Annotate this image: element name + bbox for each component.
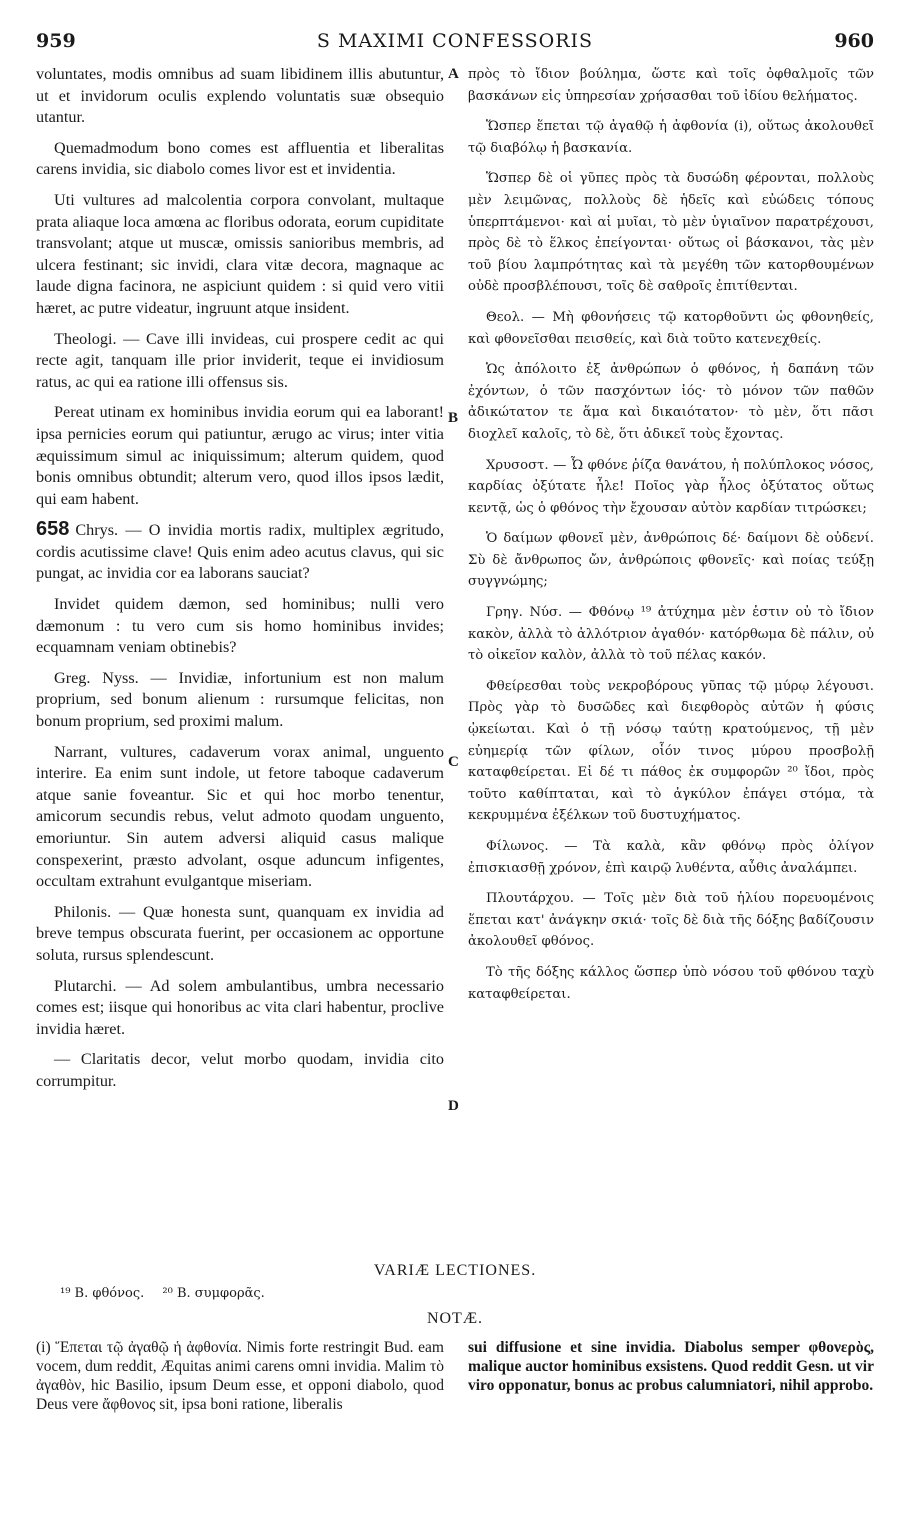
greek-paragraph: πρὸς τὸ ἴδιον βούλημα, ὥστε καὶ τοῖς ὀφθαλμοῖς τῶν βασκάνων εἰς ὑπηρεσίαν χρήσασθαι τοῦ ἰδίου θελήματος. xyxy=(468,67,874,104)
latin-paragraph: Philonis. — Quæ honesta sunt, quanquam ex invidia ad breve tempus obscurata fuerint, per occasionem ac opportune soluta, rursus splendescunt. xyxy=(36,902,444,964)
greek-paragraph: Γρηγ. Νύσ. — Φθόνῳ ¹⁹ ἀτύχημα μὲν ἐστιν οὐ τὸ ἴδιον κακὸν, ἀλλὰ τὸ ἀλλότριον ἀγαθόν· κατόρθωμα δὲ πάλιν, οὐ τὸ οἰκεῖον καλὸν, ἀλλὰ τὸ τοῦ πέλας κακόν. xyxy=(468,605,874,664)
margin-letter-c: C xyxy=(448,754,459,770)
greek-paragraph: Ὥσπερ ἕπεται τῷ ἀγαθῷ ἡ ἀφθονία (i), οὕτως ἀκολουθεῖ τῷ διαβόλῳ ἡ βασκανία. xyxy=(468,119,874,156)
varia-lectio-item: ¹⁹ B. φθόνος. xyxy=(60,1286,145,1301)
right-page-number: 960 xyxy=(834,30,874,52)
latin-paragraph: voluntates, modis omnibus ad suam libidinem illis abutuntur, ut et invidorum oculis explendo voluntatis suæ obsequio utantur. xyxy=(36,65,444,127)
greek-paragraph: Τὸ τῆς δόξης κάλλος ὥσπερ ὑπὸ νόσου τοῦ φθόνου ταχὺ καταφθείρεται. xyxy=(468,964,874,1002)
latin-paragraph-text: Chrys. — O invidia mortis radix, multiplex ægritudo, cordis acutissime clave! Quis enim adeo acutus clavus, qui sic pungat, ac invidia cor ea laborans sauciat? xyxy=(36,521,444,583)
notae-title: NOTÆ. xyxy=(426,1310,484,1327)
latin-paragraph: Plutarchi. — Ad solem ambulantibus, umbra necessario comes est; iisque qui honoribus ac vita clari habentur, proclive invidia hæret. xyxy=(36,976,444,1038)
latin-column xyxy=(36,64,444,1102)
varia-lectio-item: ²⁰ B. συμφορᾶς. xyxy=(162,1286,265,1301)
notae-right-column: sui diffusione et sine invidia. Diabolus semper φθονερὸς, malique auctor hominibus exsistens. Quod reddit Gesn. ut vir viro opponatur, bonus ac probus calumniatori, nihil approbo. xyxy=(468,1339,874,1394)
notae-left-column: (i) Ἕπεται τῷ ἀγαθῷ ἡ ἀφθονία. Nimis forte restringit Bud. eam vocem, dum reddit, Æquitas animi carens omni invidia. Malim τὸ ἀγαθὸν, hic Basilio, ipsum Deum esse, et opponi diabolo, quod Deus vere ἄφθονος sit, ipsa boni ratione, liberalis xyxy=(36,1339,444,1413)
greek-paragraph: Χρυσοστ. — Ὦ φθόνε ῥίζα θανάτου, ἡ πολύπλοκος νόσος, καρδίας ὀξύτατε ἧλε! Ποῖος γὰρ ἧλος ὀξύτατος οὕτως κεντᾷ, ὡς ὁ φθόνος τὴν ἔχουσαν αὐτὸν καρδίαν τιτρώσκει; xyxy=(468,457,874,516)
greek-paragraph: Ὥσπερ δὲ οἱ γῦπες πρὸς τὰ δυσώδη φέρονται, πολλοὺς μὲν λειμῶνας, πολλοὺς δὲ ἡδεῖς καὶ εὐώδεις τόπους ὑπερπτάμενοι· καὶ αἱ μυῖαι, τὸ μὲν ὑγιαῖνον παρατρέχουσι, πρὸς δὲ τὸ ἕλκος ἐπείγονται· οὕτως οἱ βάσκανοι, τὰς μὲν τοῦ βίου λαμπρότητας καὶ τὰ μεγέθη τῶν κατορθουμένων οὐδὲ προσβλέπουσι, τοῖς δὲ σαθροῖς ἐπιτίθενται. xyxy=(468,171,874,295)
greek-paragraph: Φθείρεσθαι τοὺς νεκροβόρους γῦπας τῷ μύρῳ λέγουσι. Πρὸς γὰρ τὸ δυσῶδες καὶ διεφθορὸς αὐτῶν ἡ φύσις ᾠκείωται. Καὶ ὁ τῇ νόσῳ ταύτῃ κρατούμενος, τῇ μὲν εὐημερίᾳ τῶν φίλων, οἷόν τινος μύρου προσβολῇ καταφθείρεται. Εἰ δέ τι πάθος ἐκ συμφορῶν ²⁰ ἴδοι, πρὸς τοῦτο καθίπταται, καὶ τὸ ἀγκύλον ἐπάγει στόμα, τὰ κεκρυμμένα ἐξέλκων τοῦ δυστυχήματος. xyxy=(468,678,874,824)
latin-paragraph: Uti vultures ad malcolentia corpora convolant, multaque prata aliaque loca amœna ac floribus odorata, eorum cupiditate transvolant; atque ut muscæ, omissis sanioribus membris, ad ulcera festinant; sic invidi, clara vitæ decora, magnaque ac laude digna facinora, ne aspiciunt quidem : si quid vero vitii hæret, ac putre videatur, ingruunt atque insident. xyxy=(36,190,444,317)
latin-paragraph-658 xyxy=(36,519,444,585)
latin-paragraph: Quemadmodum bono comes est affluentia et liberalitas carens invidia, sic diabolo comes livor est et invidentia. xyxy=(36,138,444,179)
greek-paragraph: Ὁ δαίμων φθονεῖ μὲν, ἀνθρώποις δέ· δαίμονι δὲ οὐδενί. Σὺ δὲ ἄνθρωπος ὤν, ἀνθρώποις φθονεῖς· καὶ ποίας τεύξῃ συγγνώμης; xyxy=(468,531,874,590)
text-columns xyxy=(36,64,874,1254)
latin-paragraph: Theologi. — Cave illi invideas, cui prospere cedit ac qui recte agit, tanquam ille prior inviderit, teque ei invidiosum ratus, ac qui ea ratione illi offensus sis. xyxy=(36,329,444,391)
latin-paragraph: Narrant, vultures, cadaverum vorax animal, unguento interire. Ea enim sunt indole, ut fetore taboque cadaverum atque sanie foveantur. Sic et qui hoc morbo tenentur, amicorum secundis rebus, velut admoto quodam unguento, emoriuntur. Sin autem adversi aliquid casus malique conspexerint, præsto advolant, osque aduncum infigentes, occultam extrahunt evulgantque miseriam. xyxy=(36,742,444,891)
page-header xyxy=(36,30,874,60)
margin-letter-d: D xyxy=(448,1098,459,1114)
left-page-number: 959 xyxy=(36,30,76,52)
greek-column xyxy=(468,64,874,1014)
latin-paragraph: Invidet quidem dæmon, sed hominibus; nulli vero dæmonum : tu vero cum sis homo hominibus invides; ecquamnam veniam obtinebis? xyxy=(36,595,444,657)
latin-paragraph: Pereat utinam ex hominibus invidia eorum qui ea laborant! ipsa pernicies eorum qui patiuntur, ærugo ac virus; inter vitia æquissimum simul ac iniquissimum; alterum quidem, quod bonis omnibus obtundit; alterum vero, quod illos ipsos lædit, qui eam habent. xyxy=(36,403,444,508)
latin-paragraph: — Claritatis decor, velut morbo quodam, invidia cito corrumpitur. xyxy=(36,1050,444,1090)
running-title: S MAXIMI CONFESSORIS xyxy=(316,30,594,52)
latin-paragraph: Greg. Nyss. — Invidiæ, infortunium est non malum proprium, sed bonum alienum : rursumque felicitas, non bonum proprium, sed proximi malum. xyxy=(36,668,444,731)
greek-paragraph: Θεολ. — Μὴ φθονήσεις τῷ κατορθοῦντι ὡς φθονηθείς, καὶ φθονεῖσθαι πεισθείς, καὶ διὰ τοῦτο κατενεχθείς. xyxy=(468,309,874,347)
greek-paragraph: Ὡς ἀπόλοιτο ἐξ ἀνθρώπων ὁ φθόνος, ἡ δαπάνη τῶν ἐχόντων, ὁ τῶν πασχόντων ἰός· τὸ μόνον τῶν παθῶν ἀδικώτατον τε ἅμα καὶ δικαιότατον· τὸ μὲν, ὅτι πᾶσι διοχλεῖ καλοῖς, τὸ δὲ, ὅτι ἀδικεῖ τοὺς ἔχοντας. xyxy=(468,362,874,442)
notae-section xyxy=(36,1338,874,1428)
varia-lectiones-list xyxy=(60,1286,860,1301)
greek-paragraph: Πλουτάρχου. — Τοῖς μὲν διὰ τοῦ ἡλίου πορευομένοις ἕπεται κατ' ἀνάγκην σκιά· τοῖς δὲ διὰ τῆς δόξης βαδίζουσιν ἀκολουθεῖ φθόνος. xyxy=(468,891,874,950)
margin-letter-a: A xyxy=(448,66,459,82)
margin-letter-b: B xyxy=(448,410,459,426)
greek-paragraph: Φίλωνος. — Τὰ καλὰ, κἂν φθόνῳ πρὸς ὀλίγον ἐπισκιασθῇ χρόνον, ἐπὶ καιρῷ λυθέντα, αὖθις ἀναλάμπει. xyxy=(468,839,874,876)
column-number-658: 658 xyxy=(36,518,70,541)
varia-lectiones-title: VARIÆ LECTIONES. xyxy=(373,1262,537,1279)
